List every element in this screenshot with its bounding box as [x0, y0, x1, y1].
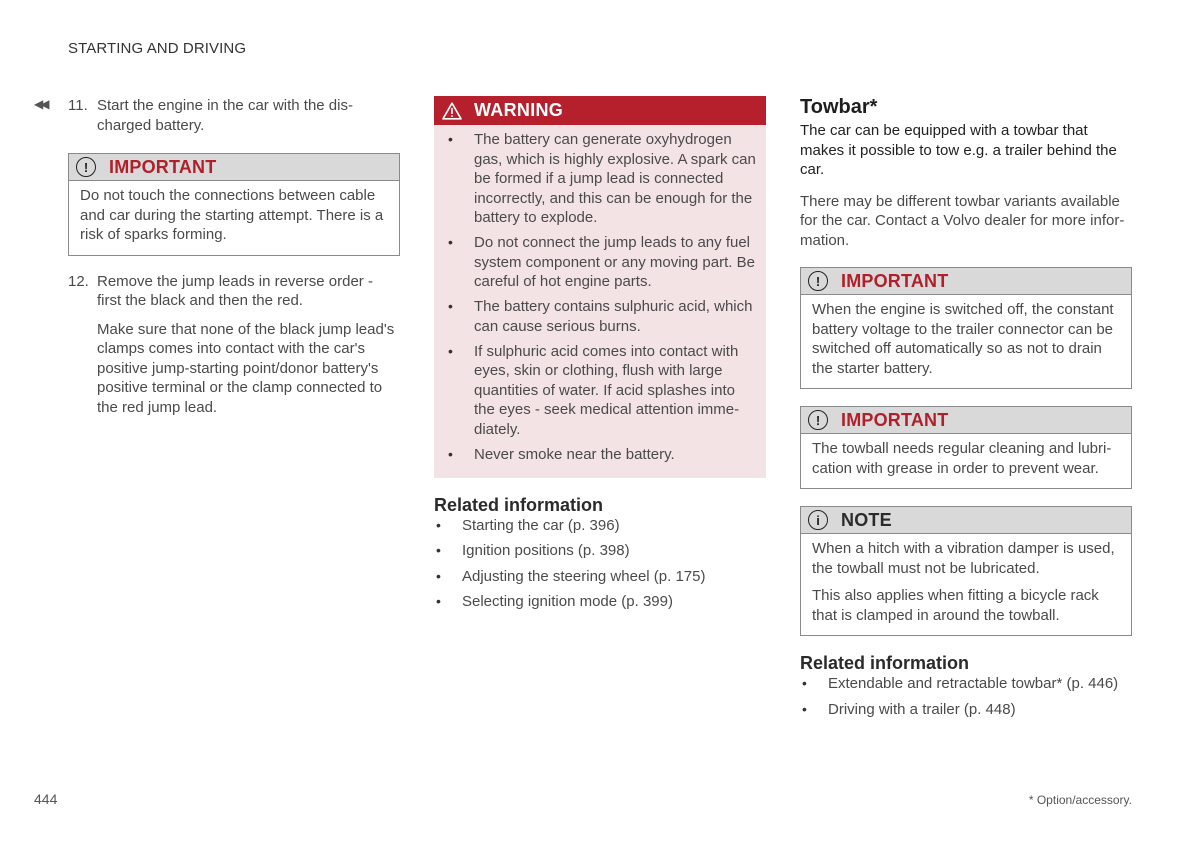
bullet-dot-icon: •: [802, 675, 807, 691]
important-title: IMPORTANT: [109, 156, 217, 177]
bullet-dot-icon: •: [802, 700, 807, 717]
related-link[interactable]: • Driving with a trailer (p. 448): [802, 700, 1016, 718]
exclamation-circle-icon: !: [808, 410, 828, 430]
important-text: The towball needs regular cleaning and lubri-cation with grease in order to prevent wear.: [812, 440, 1112, 477]
related-link[interactable]: • Ignition positions (p. 398): [436, 542, 630, 559]
related-link[interactable]: • Starting the car (p. 396): [436, 516, 620, 534]
bullet-dot-icon: •: [436, 567, 441, 584]
important-title: IMPORTANT: [841, 409, 949, 430]
warning-header: [434, 96, 766, 125]
step-number: 12.: [68, 272, 89, 290]
back-arrow-icon[interactable]: ◀◀: [34, 97, 47, 111]
towbar-heading: Towbar*: [800, 96, 878, 118]
step-text: Start the engine in the car with the dis-charged battery.: [97, 97, 353, 134]
warning-item: • If sulphuric acid comes into contact with eyes, skin or clothing, flush with large quantities of water. If acid splashes into the eyes - seek medical attention imme-diately.: [448, 342, 740, 438]
exclamation-circle-icon: !: [76, 157, 96, 177]
important-header: [801, 407, 1131, 434]
bullet-dot-icon: •: [448, 131, 453, 147]
important-header: [801, 268, 1131, 295]
related-link[interactable]: • Extendable and retractable towbar* (p. 446): [802, 675, 1119, 692]
important-text: Do not touch the connections between cable and car during the starting attempt. There is a risk of sparks forming.: [80, 187, 384, 243]
towbar-paragraph: There may be different towbar variants available for the car. Contact a Volvo dealer for more infor-mation.: [800, 192, 1125, 249]
warning-triangle-icon: [442, 102, 462, 120]
warning-title: WARNING: [474, 100, 564, 120]
warning-item: • Never smoke near the battery.: [448, 445, 675, 463]
important-box: [800, 406, 1132, 489]
related-information: [434, 494, 766, 612]
note-text: When a hitch with a vibration damper is used, the towball must not be lubricated.: [812, 540, 1115, 577]
important-body: [801, 295, 1131, 388]
related-information: [800, 652, 1132, 719]
step-text: Remove the jump leads in reverse order - first the black and then the red.: [97, 272, 373, 309]
bullet-dot-icon: •: [448, 234, 453, 250]
related-link[interactable]: • Selecting ignition mode (p. 399): [436, 593, 673, 610]
important-box: [800, 267, 1132, 389]
left-column: [68, 96, 400, 417]
bullet-dot-icon: •: [436, 542, 441, 558]
important-body: [801, 434, 1131, 488]
important-title: IMPORTANT: [841, 270, 949, 291]
middle-column: [434, 96, 766, 618]
note-box: [800, 506, 1132, 636]
info-circle-icon: i: [808, 510, 828, 530]
important-header: [69, 154, 399, 181]
section-header: STARTING AND DRIVING: [68, 40, 247, 57]
note-body: [801, 534, 1131, 635]
related-title: Related information: [800, 653, 970, 673]
important-text: When the engine is switched off, the constant battery voltage to the trailer connector can be switched off automatically so as not to drain the starter battery.: [812, 301, 1114, 377]
warning-box: [434, 96, 766, 478]
related-title: Related information: [434, 494, 604, 515]
step-subtext: Make sure that none of the black jump lead's clamps comes into contact with the car's positive jump-starting point/donor battery's positive terminal or the clamp connected to the red jump lead.: [97, 320, 395, 416]
warning-item: • The battery can generate oxyhydrogen gas, which is highly explosive. A spark can be formed if a jump lead is connected incorrectly, and this can be enough for the battery to explode.: [448, 131, 756, 226]
page-number: 444: [34, 791, 58, 807]
towbar-intro: The car can be equipped with a towbar that makes it possible to tow e.g. a trailer behind the car.: [800, 122, 1117, 178]
footnote: * Option/accessory.: [1028, 793, 1132, 807]
bullet-dot-icon: •: [448, 298, 453, 314]
right-column: [800, 96, 1132, 725]
bullet-dot-icon: •: [448, 342, 453, 359]
bullet-dot-icon: •: [448, 445, 453, 462]
important-box: [68, 153, 400, 256]
bullet-dot-icon: •: [436, 516, 441, 533]
note-header: [801, 507, 1131, 534]
warning-item: • The battery contains sulphuric acid, which can cause serious burns.: [448, 298, 753, 335]
warning-item: • Do not connect the jump leads to any fuel system component or any moving part. Be careful of hot engine parts.: [448, 234, 755, 290]
step-12: [68, 272, 400, 418]
important-body: [69, 181, 399, 255]
warning-body: [434, 125, 766, 478]
bullet-dot-icon: •: [436, 593, 441, 609]
note-title: NOTE: [841, 509, 892, 530]
step-number: 11.: [68, 97, 88, 114]
exclamation-circle-icon: !: [808, 271, 828, 291]
step-11: [68, 96, 400, 135]
related-link[interactable]: • Adjusting the steering wheel (p. 175): [436, 567, 706, 585]
note-text: This also applies when fitting a bicycle rack that is clamped in around the towball.: [812, 587, 1099, 624]
